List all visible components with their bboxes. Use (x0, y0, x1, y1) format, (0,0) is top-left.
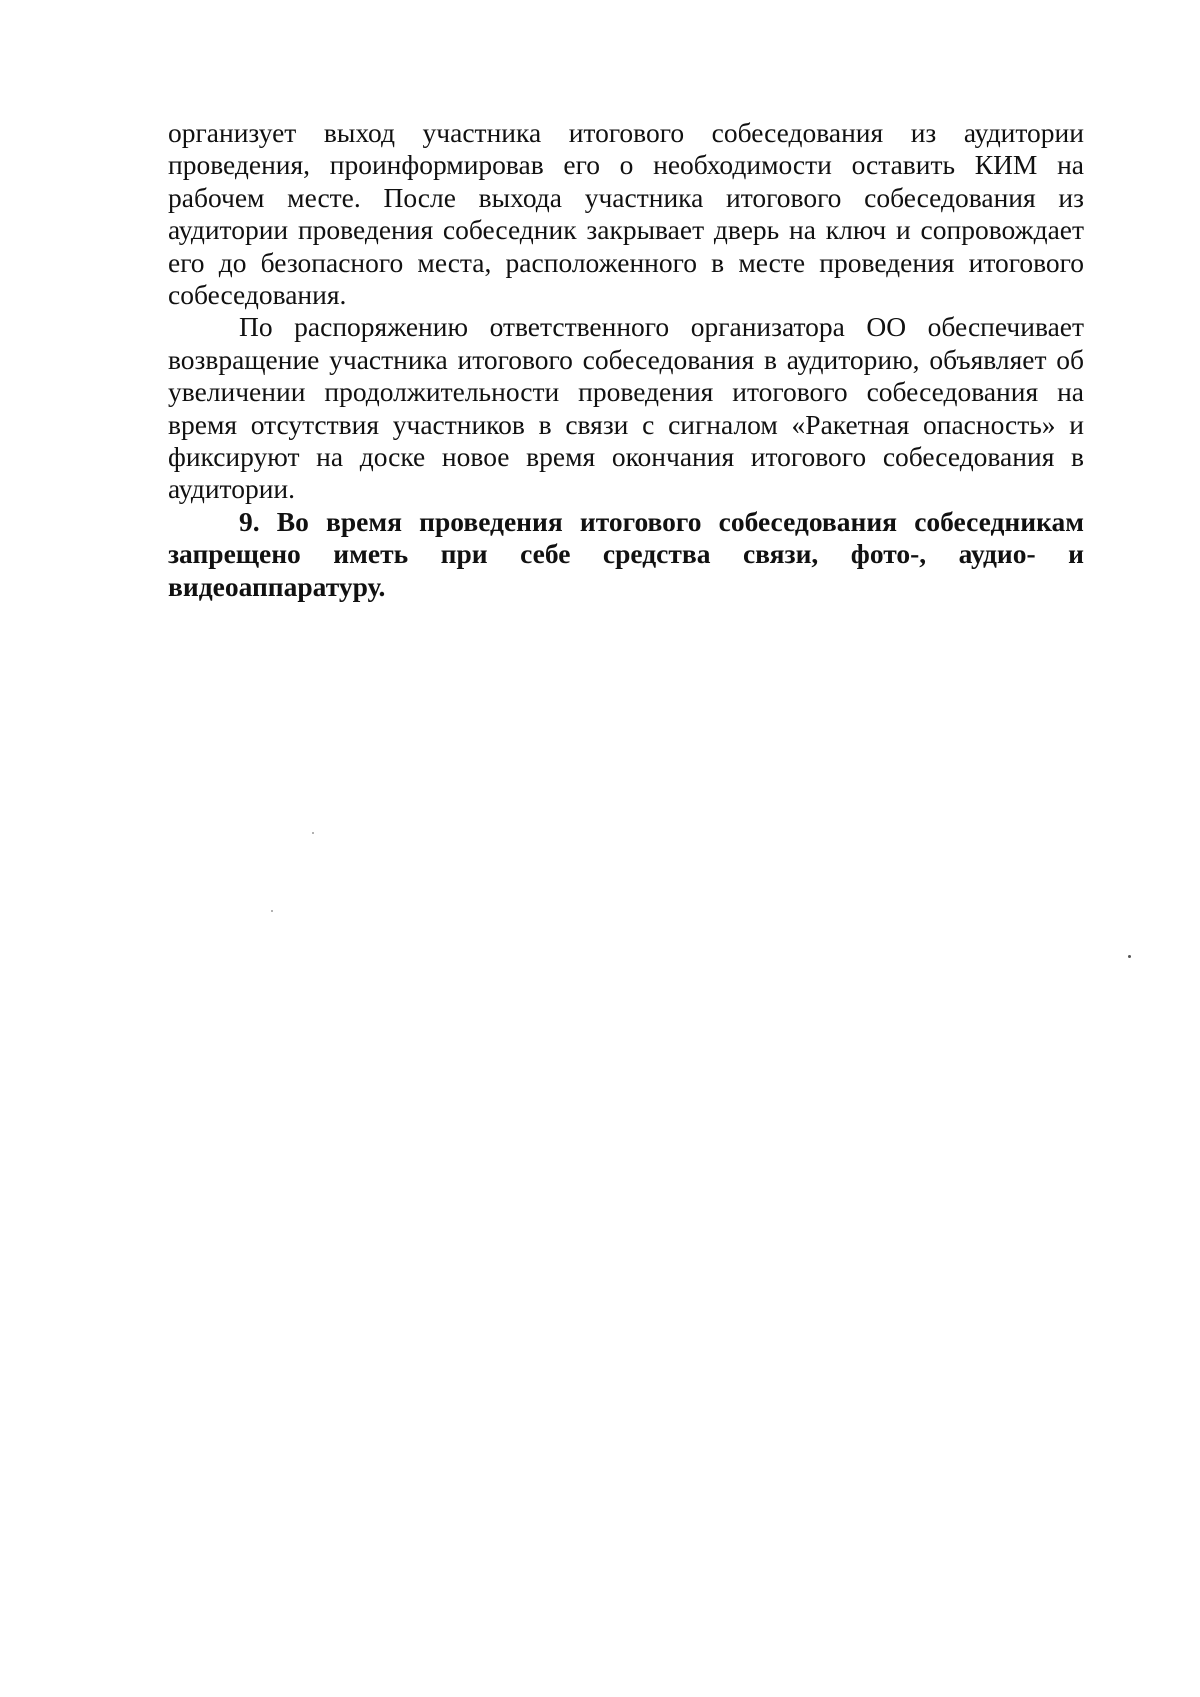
scan-speck (271, 910, 273, 912)
paragraph-return-instruction: По распоряжению ответственного организатора ОО обеспечивает возвращение участника итогового собеседования в аудиторию, объявляет об увеличении продолжительности проведения итогового собеседования на время отсутствия участников в связи с сигналом «Ракетная опасность» и фиксируют на доске новое время окончания итогового собеседования в аудитории. (168, 311, 1084, 505)
scan-speck (312, 832, 314, 834)
scan-speck (1128, 955, 1131, 958)
paragraph-rule-9: 9. Во время проведения итогового собеседования собеседникам запрещено иметь при себе средства связи, фото-, аудио- и видеоаппаратуру. (168, 505, 1084, 602)
paragraph-continuation: организует выход участника итогового собеседования из аудитории проведения, проинформировав его о необходимости оставить КИМ на рабочем месте. После выхода участника итогового собеседования из аудитории проведения собеседник закрывает дверь на ключ и сопровождает его до безопасного места, расположенного в месте проведения итогового собеседования. (168, 117, 1084, 311)
document-body (168, 117, 1084, 603)
